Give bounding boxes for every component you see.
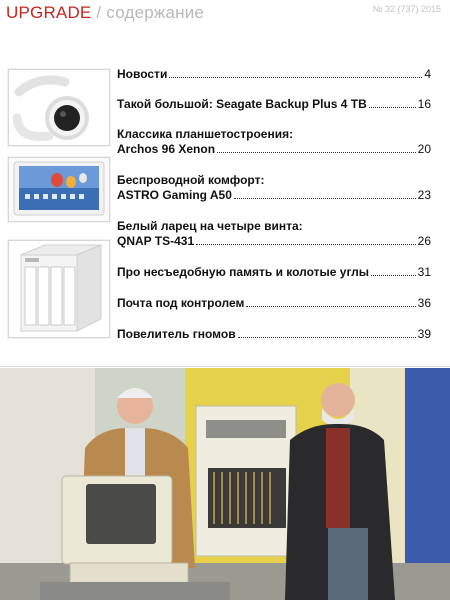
- toc-title-line1: Классика планшетостроения:: [117, 127, 294, 141]
- toc-entry-archos[interactable]: [117, 127, 431, 157]
- brand-title: UPGRADE: [6, 3, 92, 22]
- section-title: содержание: [106, 3, 205, 22]
- toc-entry-mail[interactable]: [117, 296, 431, 311]
- toc-entry-qnap[interactable]: [117, 219, 431, 249]
- toc-entry-astro[interactable]: [117, 173, 431, 203]
- leader-dots: [169, 77, 422, 78]
- toc-page-number: 4: [424, 67, 431, 81]
- smartwatch-thumbnail[interactable]: [8, 69, 110, 146]
- section-divider: [0, 366, 450, 367]
- leader-dots: [234, 198, 416, 199]
- toc-title: QNAP TS-431: [117, 234, 195, 248]
- toc-page-number: 16: [417, 97, 431, 111]
- leader-dots: [369, 107, 416, 108]
- toc-page-number: 26: [417, 234, 431, 248]
- toc-title: ASTRO Gaming A50: [117, 188, 232, 202]
- toc-title-line1: Беспроводной комфорт:: [117, 173, 265, 187]
- magazine-header: [6, 3, 204, 23]
- tablet-thumbnail[interactable]: [8, 157, 110, 222]
- toc-page-number: 39: [417, 327, 431, 341]
- toc-title: Почта под контролем: [117, 296, 245, 310]
- leader-dots: [238, 337, 416, 338]
- toc-page-number: 36: [417, 296, 431, 310]
- toc-page-number: 31: [417, 265, 431, 279]
- leader-dots: [217, 152, 416, 153]
- header-separator: /: [96, 3, 102, 22]
- toc-title-line1: Белый ларец на четыре винта:: [117, 219, 303, 233]
- toc-entry-news[interactable]: [117, 67, 431, 82]
- toc-title: Новости: [117, 67, 168, 81]
- toc-title: Про несъедобную память и колотые углы: [117, 265, 370, 279]
- toc-entry-memory[interactable]: [117, 265, 431, 280]
- toc-title: Повелитель гномов: [117, 327, 236, 341]
- nas-thumbnail[interactable]: [8, 240, 110, 338]
- leader-dots: [371, 275, 416, 276]
- toc-page-number: 23: [417, 188, 431, 202]
- toc-page-number: 20: [417, 142, 431, 156]
- issue-number: № 32 (737) 2015: [372, 4, 441, 14]
- leader-dots: [246, 306, 415, 307]
- toc-entry-seagate[interactable]: [117, 97, 431, 112]
- toc-entry-gnomes[interactable]: [117, 327, 431, 342]
- cover-photo: [0, 368, 450, 600]
- leader-dots: [196, 244, 416, 245]
- toc-title: Archos 96 Xenon: [117, 142, 216, 156]
- toc-title: Такой большой: Seagate Backup Plus 4 TB: [117, 97, 367, 111]
